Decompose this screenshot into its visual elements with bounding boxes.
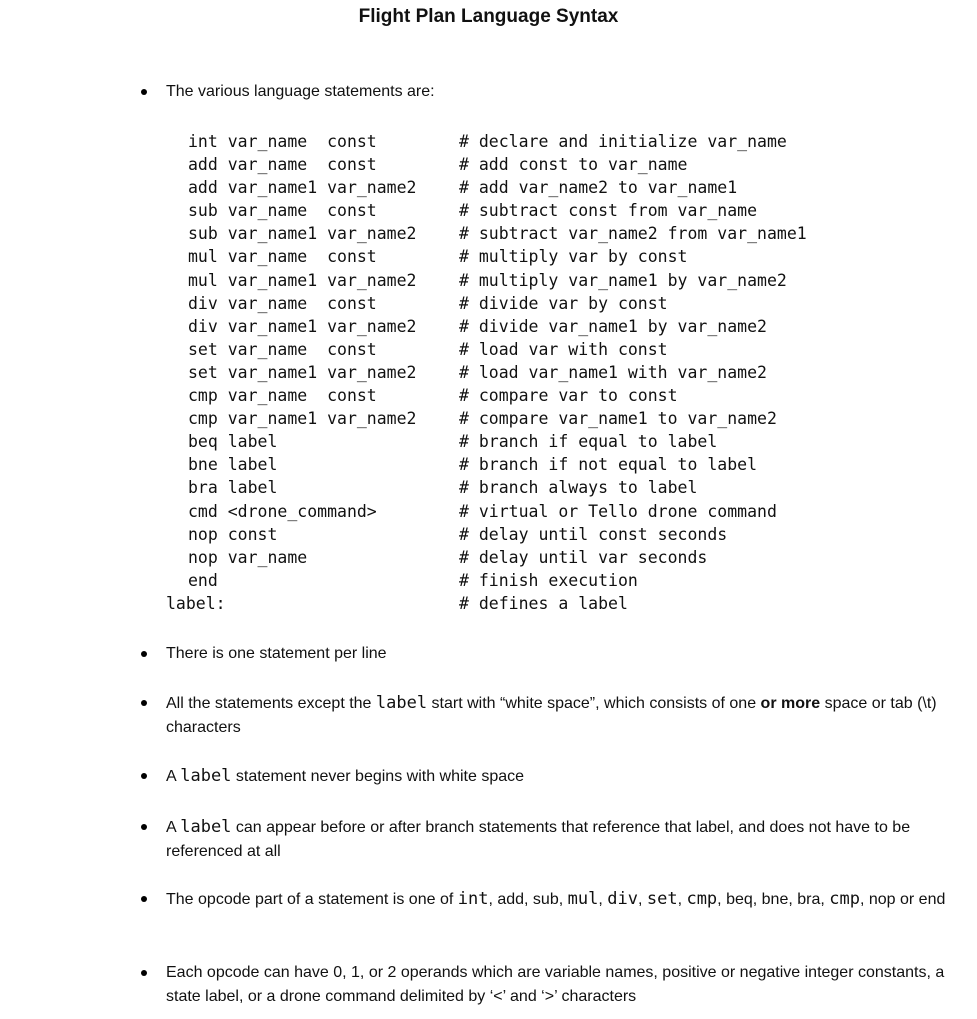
inline-code: cmp	[686, 889, 718, 909]
page-title: Flight Plan Language Syntax	[358, 6, 619, 27]
code-comment: # compare var_name1 to var_name2	[459, 409, 777, 429]
code-statement: add var_name const	[188, 155, 377, 175]
bullet-one-statement-per-line: There is one statement per line	[166, 645, 387, 662]
code-line	[166, 500, 866, 523]
code-statement: beq label	[188, 432, 278, 452]
code-line	[166, 292, 866, 315]
code-line	[166, 199, 866, 222]
text-segment: ,	[637, 891, 647, 908]
code-statement: nop var_name	[188, 547, 308, 567]
bullet-label-placement	[166, 815, 956, 864]
code-comment: # add const to var_name	[459, 155, 688, 175]
text-segment: , nop or end	[859, 891, 946, 908]
bullet-dot	[141, 700, 147, 706]
inline-code: int	[457, 889, 489, 909]
code-comment: # finish execution	[459, 570, 638, 590]
code-comment: # delay until const seconds	[459, 524, 728, 544]
code-comment: # multiply var_name1 by var_name2	[459, 270, 787, 290]
code-statement: label:	[166, 593, 226, 613]
code-statement: bne label	[188, 455, 278, 475]
code-statement: set var_name const	[188, 339, 377, 359]
code-comment: # virtual or Tello drone command	[459, 501, 777, 521]
text-segment: ,	[677, 891, 687, 908]
code-comment: # load var with const	[459, 339, 668, 359]
code-statement: div var_name const	[188, 293, 377, 313]
text-segment: , add, sub,	[488, 891, 568, 908]
inline-code: mul	[567, 889, 599, 909]
code-line	[166, 453, 866, 476]
text-segment: A	[166, 819, 181, 836]
bullet-label-no-white-space	[166, 764, 956, 789]
code-comment: # subtract var_name2 from var_name1	[459, 224, 807, 244]
code-line	[166, 476, 866, 499]
text-segment: start with “white space”, which consists of one	[427, 695, 761, 712]
bullet-dot	[141, 651, 147, 657]
inline-code: cmp	[829, 889, 860, 909]
code-line	[166, 430, 866, 453]
inline-code: label	[180, 766, 232, 786]
code-line	[166, 176, 866, 199]
code-line	[166, 130, 866, 153]
code-statement: cmd <drone_command>	[188, 501, 377, 521]
code-statement: bra label	[188, 478, 278, 498]
bullet-operands: Each opcode can have 0, 1, or 2 operands which are variable names, positive or negative integer constants, a state label, or a drone command delimited by ‘<’ and ‘>’ characters	[166, 964, 945, 1005]
code-line	[166, 222, 866, 245]
code-line	[166, 361, 866, 384]
bullet-opcode-list	[166, 887, 956, 912]
code-line	[166, 384, 866, 407]
code-comment: # compare var to const	[459, 386, 678, 406]
code-line	[166, 569, 866, 592]
text-segment: The opcode part of a statement is one of	[166, 891, 458, 908]
code-comment: # load var_name1 with var_name2	[459, 362, 767, 382]
bullet-dot	[141, 773, 147, 779]
bullet-dot	[141, 824, 147, 830]
code-line	[166, 523, 866, 546]
code-comment: # divide var by const	[459, 293, 668, 313]
code-line	[166, 315, 866, 338]
code-statement: cmp var_name const	[188, 386, 377, 406]
code-comment: # branch if equal to label	[459, 432, 718, 452]
code-comment: # branch always to label	[459, 478, 698, 498]
text-segment: statement never begins with white space	[231, 768, 525, 785]
code-comment: # subtract const from var_name	[459, 201, 758, 221]
inline-code: div	[607, 889, 638, 909]
code-line	[166, 153, 866, 176]
code-statement: sub var_name const	[188, 201, 377, 221]
text-segment: , beq, bne, bra,	[717, 891, 830, 908]
inline-code: label	[180, 817, 232, 837]
bullet-white-space	[166, 691, 956, 740]
code-comment: # divide var_name1 by var_name2	[459, 316, 767, 336]
code-line	[166, 592, 866, 615]
code-line	[166, 546, 866, 569]
text-segment: space or tab (\t) characters	[166, 695, 937, 736]
code-statement: sub var_name1 var_name2	[188, 224, 417, 244]
text-segment: A	[166, 768, 181, 785]
bullet-dot	[141, 970, 147, 976]
code-statement: div var_name1 var_name2	[188, 316, 417, 336]
inline-code: set	[646, 889, 678, 909]
code-line	[166, 338, 866, 361]
bold-text: or more	[760, 695, 821, 712]
code-line	[166, 269, 866, 292]
code-statement: mul var_name1 var_name2	[188, 270, 417, 290]
code-comment: # declare and initialize var_name	[459, 132, 787, 151]
code-line	[166, 245, 866, 268]
code-statement: int var_name const	[188, 132, 377, 151]
code-statement: add var_name1 var_name2	[188, 178, 417, 198]
text-segment: ,	[598, 891, 608, 908]
bullet-dot	[141, 89, 147, 95]
code-statement: end	[188, 570, 218, 590]
code-block	[166, 130, 866, 615]
text-segment: All the statements except the	[166, 695, 376, 712]
text-segment: can appear before or after branch statements that reference that label, and does not have to be referenced at all	[166, 819, 911, 860]
code-comment: # defines a label	[459, 593, 628, 613]
code-comment: # multiply var by const	[459, 247, 688, 267]
code-comment: # branch if not equal to label	[459, 455, 758, 475]
code-comment: # delay until var seconds	[459, 547, 708, 567]
code-statement: mul var_name const	[188, 247, 377, 267]
bullet-dot	[141, 896, 147, 902]
inline-code: label	[375, 693, 428, 713]
intro-text: The various language statements are:	[166, 83, 435, 100]
code-statement: cmp var_name1 var_name2	[188, 409, 417, 429]
code-line	[166, 407, 866, 430]
code-statement: nop const	[188, 524, 278, 544]
code-comment: # add var_name2 to var_name1	[459, 178, 738, 198]
code-statement: set var_name1 var_name2	[188, 362, 417, 382]
